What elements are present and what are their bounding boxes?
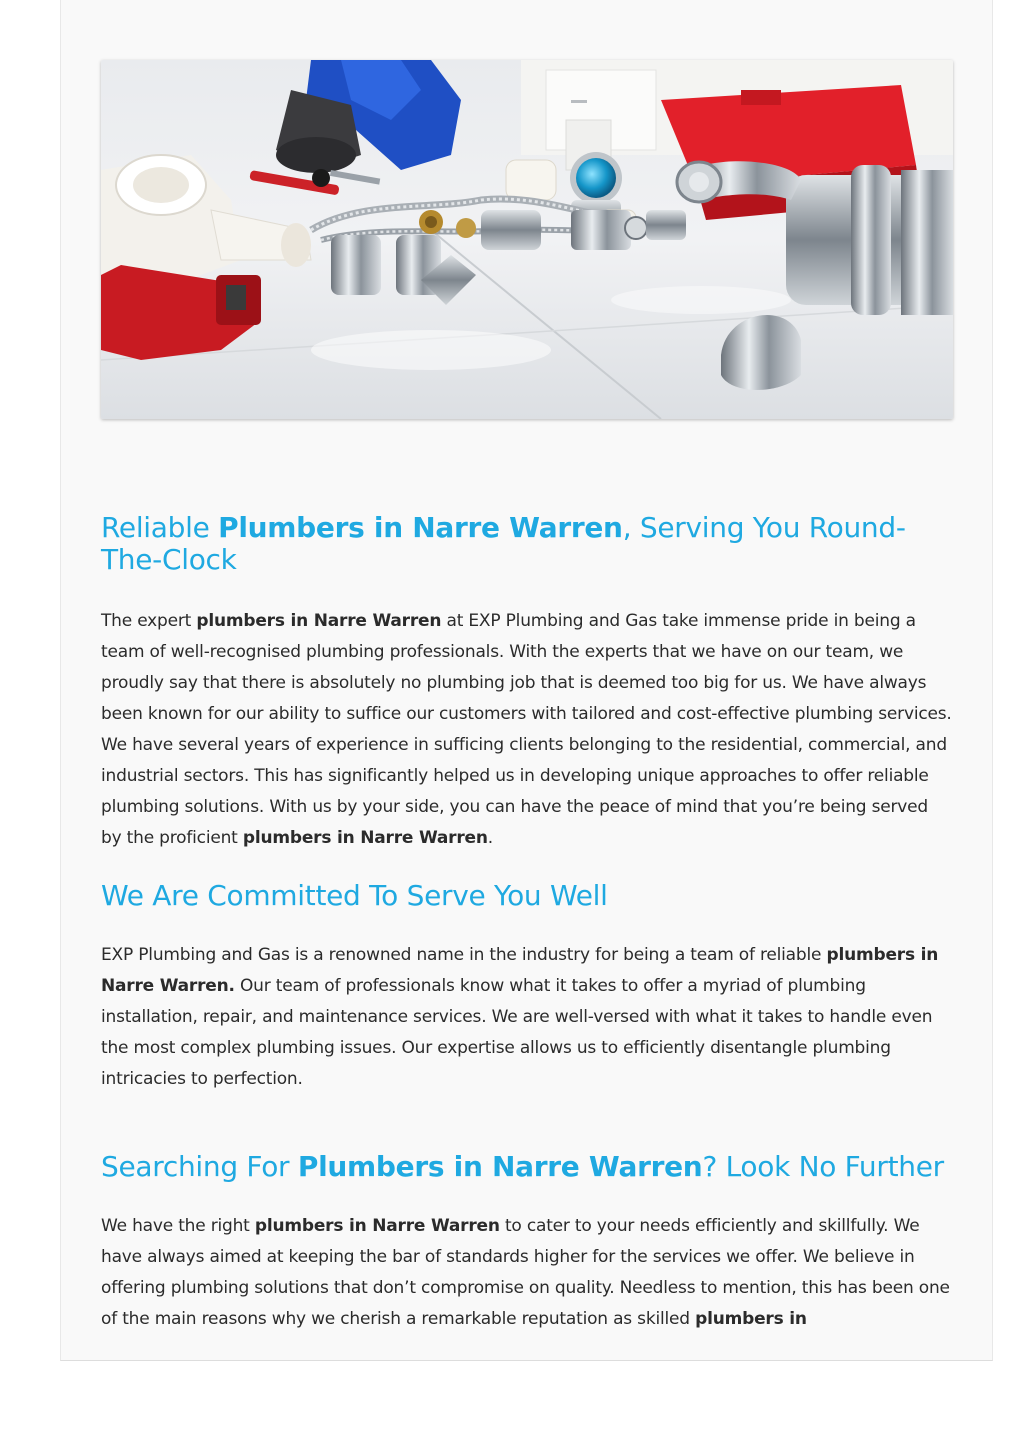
heading-prefix: Searching For	[101, 1150, 298, 1183]
article-content	[101, 512, 953, 1335]
paragraph-text: EXP Plumbing and Gas is a renowned name in the industry for being a team of reliable	[101, 945, 827, 965]
paragraph-text: The expert	[101, 611, 197, 631]
keyword-bold: plumbers in Narre Warren	[196, 611, 442, 631]
paragraph-text: We have the right	[101, 1216, 255, 1236]
section-paragraph-searching	[101, 1211, 953, 1335]
hero-image	[101, 60, 953, 419]
section-paragraph-committed	[101, 940, 953, 1095]
heading-highlight: Plumbers in Narre Warren	[218, 511, 623, 544]
document-page	[60, 0, 993, 1361]
paragraph-text: Our team of professionals know what it takes to offer a myriad of plumbing installation, repair, and maintenance services. We are well-versed with what it takes to handle even the most complex plumbing issues. Our expertise allows us to efficiently disentangle plumbing intricacies to perfection.	[101, 976, 933, 1089]
paragraph-text: to cater to your needs efficiently and skillfully. We have always aimed at keeping the bar of standards higher for the services we offer. We believe in offering plumbing solutions that don’t compromise on quality. Needless to mention, this has been one of the main reasons why we cherish a remarkable reputation as skilled	[101, 1216, 950, 1329]
section-paragraph-reliable-plumbers	[101, 606, 953, 854]
section-heading-searching	[101, 1151, 953, 1183]
heading-prefix: Reliable	[101, 511, 219, 544]
heading-suffix: , Serving You Round-The-Clock	[101, 511, 906, 576]
keyword-bold: plumbers in Narre Warren.	[101, 945, 939, 996]
heading-suffix: ? Look No Further	[702, 1150, 944, 1183]
paragraph-text: .	[487, 828, 493, 848]
section-heading-committed: We Are Committed To Serve You Well	[101, 879, 608, 912]
paragraph-text: at EXP Plumbing and Gas take immense pride in being a team of well-recognised plumbing professionals. With the experts that we have on our team, we proudly say that there is absolutely no plumbing job that is deemed too big for us. We have always been known for our ability to suffice our customers with tailored and cost-effective plumbing services. We have several years of experience in sufficing clients belonging to the residential, commercial, and industrial sectors. This has significantly helped us in developing unique approaches to offer reliable plumbing solutions. With us by your side, you can have the peace of mind that you’re being served by the proficient	[101, 611, 952, 848]
plumbing-tools-photo	[101, 60, 953, 419]
keyword-bold: plumbers in Narre Warren	[242, 828, 488, 848]
keyword-bold: plumbers in Narre Warren	[254, 1216, 500, 1236]
section-heading-reliable-plumbers	[101, 512, 953, 576]
keyword-bold: plumbers in	[695, 1309, 807, 1329]
heading-highlight: Plumbers in Narre Warren	[297, 1150, 703, 1183]
